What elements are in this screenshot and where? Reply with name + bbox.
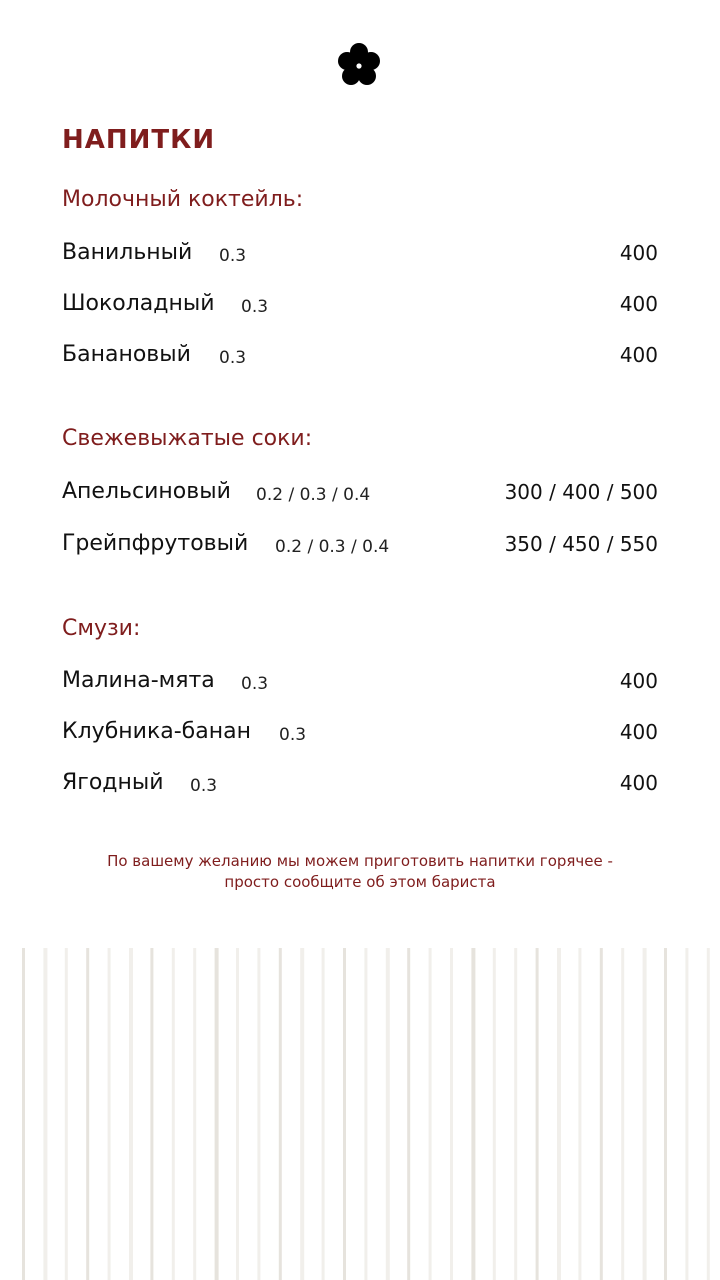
stripe	[600, 948, 603, 1280]
item-size: 0.2 / 0.3 / 0.4	[256, 485, 371, 505]
item-name: Шоколадный	[62, 291, 215, 316]
stripe	[22, 948, 25, 1280]
menu-item	[62, 238, 658, 270]
stripe	[65, 948, 68, 1280]
stripe	[450, 948, 453, 1280]
item-price: 400	[619, 771, 658, 795]
item-size: 0.3	[219, 246, 247, 266]
menu-item	[62, 717, 658, 749]
menu-item	[62, 768, 658, 800]
stripe	[193, 948, 196, 1280]
section-title-juices: Свежевыжатые соки:	[62, 426, 313, 451]
stripe	[257, 948, 260, 1280]
flower-icon	[336, 42, 382, 88]
item-price: 300 / 400 / 500	[504, 480, 658, 504]
stripe	[300, 948, 304, 1280]
stripe	[86, 948, 89, 1280]
stripe	[322, 948, 325, 1280]
stripe	[343, 948, 346, 1280]
stripe	[129, 948, 133, 1280]
stripe	[279, 948, 282, 1280]
section-title-milkshake: Молочный коктейль:	[62, 187, 304, 212]
stripe	[429, 948, 432, 1280]
stripe	[621, 948, 624, 1280]
stripe	[215, 948, 219, 1280]
stripe	[364, 948, 367, 1280]
item-price: 400	[619, 241, 658, 265]
stripe	[685, 948, 688, 1280]
item-size: 0.3	[279, 725, 307, 745]
stripe	[514, 948, 517, 1280]
stripe	[471, 948, 475, 1280]
stripe	[664, 948, 667, 1280]
item-size: 0.2 / 0.3 / 0.4	[275, 537, 390, 557]
stripe	[557, 948, 561, 1280]
item-size: 0.3	[219, 348, 247, 368]
stripe	[536, 948, 539, 1280]
item-price: 400	[619, 343, 658, 367]
item-size: 0.3	[241, 674, 269, 694]
item-price: 400	[619, 669, 658, 693]
menu-item	[62, 666, 658, 698]
stripe	[407, 948, 410, 1280]
stripe	[236, 948, 239, 1280]
item-name: Ягодный	[62, 770, 164, 795]
page-title: НАПИТКИ	[62, 125, 216, 155]
item-price: 400	[619, 720, 658, 744]
stripe	[493, 948, 496, 1280]
decorative-stripes	[0, 948, 720, 1280]
stripe	[386, 948, 390, 1280]
stripe	[643, 948, 647, 1280]
item-name: Ванильный	[62, 240, 193, 265]
item-name: Грейпфрутовый	[62, 531, 249, 556]
item-name: Малина-мята	[62, 668, 215, 693]
hot-drinks-note	[60, 851, 660, 893]
stripe	[172, 948, 175, 1280]
stripe	[43, 948, 47, 1280]
item-name: Банановый	[62, 342, 191, 367]
menu-item	[62, 529, 658, 561]
item-price: 400	[619, 292, 658, 316]
stripe	[150, 948, 153, 1280]
menu-item	[62, 289, 658, 321]
note-line-1: По вашему желанию мы можем приготовить напитки горячее -	[107, 852, 613, 870]
stripe	[108, 948, 111, 1280]
item-price: 350 / 450 / 550	[504, 532, 658, 556]
stripe	[707, 948, 710, 1280]
item-size: 0.3	[190, 776, 218, 796]
stripe	[578, 948, 581, 1280]
menu-item	[62, 340, 658, 372]
item-name: Клубника-банан	[62, 719, 251, 744]
note-line-2: просто сообщите об этом бариста	[224, 873, 496, 891]
item-size: 0.3	[241, 297, 269, 317]
item-name: Апельсиновый	[62, 479, 231, 504]
menu-item	[62, 477, 658, 509]
section-title-smoothies: Смузи:	[62, 616, 141, 641]
